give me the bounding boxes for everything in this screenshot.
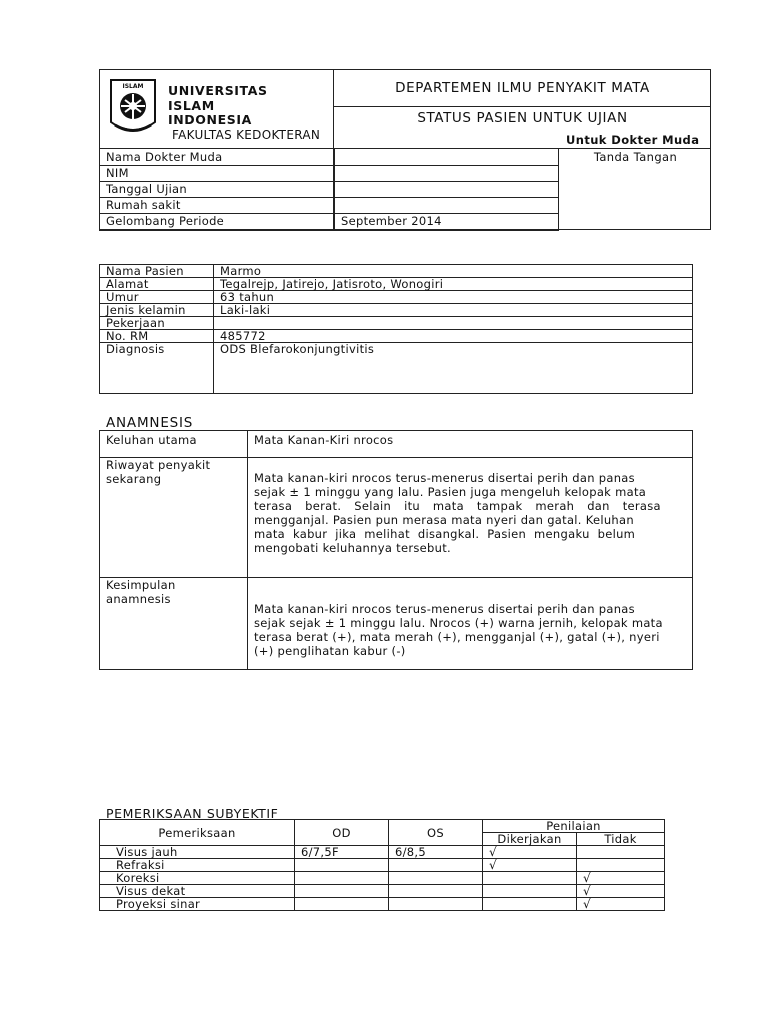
history-line: sejak ± 1 minggu yang lalu. Pasien juga mengeluh kelopak mata <box>254 485 647 499</box>
table-row <box>100 198 559 214</box>
field-label: Gelombang Periode <box>100 214 335 231</box>
patient-value: 63 tahun <box>214 291 693 304</box>
exam-od <box>295 898 389 911</box>
department-title: DEPARTEMEN ILMU PENYAKIT MATA <box>395 80 650 96</box>
field-label: Nama Dokter Muda <box>100 149 335 166</box>
signature-label: Tanda Tangan <box>593 150 678 164</box>
table-row <box>100 214 559 231</box>
patient-label: Alamat <box>100 278 214 291</box>
table-row <box>100 846 665 859</box>
exam-not-done <box>577 859 665 872</box>
chief-complaint-value: Mata Kanan-Kiri nrocos <box>248 431 693 458</box>
faculty-name: FAKULTAS KEDOKTERAN <box>172 128 321 142</box>
exam-os <box>389 872 483 885</box>
anamnesis-title: ANAMNESIS <box>106 415 194 431</box>
anamnesis-table <box>99 430 693 670</box>
patient-value: Marmo <box>214 265 693 278</box>
history-line: terasa berat. Selain itu mata tampak merah dan terasa <box>254 499 661 513</box>
history-line: mata kabur jika melihat disangkal. Pasien mengaku belum <box>254 527 636 541</box>
field-value[interactable] <box>335 149 559 166</box>
patient-label: Nama Pasien <box>100 265 214 278</box>
field-label: Rumah sakit <box>100 198 335 214</box>
svg-text:ISLAM: ISLAM <box>122 83 144 90</box>
patient-label: Jenis kelamin <box>100 304 214 317</box>
exam-done <box>483 872 577 885</box>
field-value[interactable] <box>335 198 559 214</box>
patient-value: Tegalrejp, Jatirejo, Jatisroto, Wonogiri <box>214 278 693 291</box>
field-value[interactable] <box>335 166 559 182</box>
field-value[interactable] <box>335 182 559 198</box>
header-done: Dikerjakan <box>483 833 577 846</box>
field-label: Tanggal Ujian <box>100 182 335 198</box>
exam-od <box>295 859 389 872</box>
table-row <box>100 343 693 394</box>
header-not-done: Tidak <box>577 833 665 846</box>
exam-not-done: √ <box>577 898 665 911</box>
table-row <box>100 317 693 330</box>
history-text <box>248 458 693 578</box>
subjective-table <box>99 819 665 911</box>
university-line-2: ISLAM <box>168 97 215 113</box>
patient-label: Umur <box>100 291 214 304</box>
exam-od: 6/7,5F <box>295 846 389 859</box>
conclusion-label <box>100 578 248 670</box>
table-row <box>100 304 693 317</box>
university-line-3: INDONESIA <box>168 112 252 127</box>
exam-done: √ <box>483 859 577 872</box>
header-od: OD <box>295 820 389 846</box>
university-name <box>168 84 268 128</box>
exam-od <box>295 885 389 898</box>
table-row <box>100 859 665 872</box>
exam-name: Visus dekat <box>100 885 295 898</box>
for-label: Untuk Dokter Muda <box>566 133 700 147</box>
table-row <box>100 265 693 278</box>
exam-not-done: √ <box>577 885 665 898</box>
patient-value: ODS Blefarokonjungtivitis <box>214 343 693 394</box>
exam-done: √ <box>483 846 577 859</box>
history-label-line: Riwayat penyakit <box>106 458 211 472</box>
field-label: NIM <box>100 166 335 182</box>
exam-os <box>389 898 483 911</box>
table-row <box>100 330 693 343</box>
table-row <box>100 458 693 578</box>
table-row <box>100 278 693 291</box>
table-row <box>100 885 665 898</box>
table-row <box>100 182 559 198</box>
history-label-line: sekarang <box>106 472 162 486</box>
conclusion-line: terasa berat (+), mata merah (+), mengganjal (+), gatal (+), nyeri <box>254 630 660 644</box>
exam-not-done: √ <box>577 872 665 885</box>
exam-done <box>483 898 577 911</box>
table-header-row <box>100 820 665 833</box>
patient-value: Laki-laki <box>214 304 693 317</box>
university-logo-icon <box>108 78 158 138</box>
doctor-info-table <box>99 148 559 231</box>
exam-od <box>295 872 389 885</box>
table-row <box>100 431 693 458</box>
exam-name: Visus jauh <box>100 846 295 859</box>
table-row <box>100 291 693 304</box>
exam-os: 6/8,5 <box>389 846 483 859</box>
history-line: mengganjal. Pasien pun merasa mata nyeri dan gatal. Keluhan <box>254 513 634 527</box>
exam-name: Koreksi <box>100 872 295 885</box>
field-value[interactable]: September 2014 <box>335 214 559 231</box>
exam-not-done <box>577 846 665 859</box>
patient-label: Diagnosis <box>100 343 214 394</box>
exam-name: Proyeksi sinar <box>100 898 295 911</box>
patient-label: Pekerjaan <box>100 317 214 330</box>
exam-os <box>389 885 483 898</box>
table-row <box>100 872 665 885</box>
status-title: STATUS PASIEN UNTUK UJIAN <box>417 110 628 126</box>
subjective-title: PEMERIKSAAN SUBYEKTIF <box>106 806 279 821</box>
university-line-1: UNIVERSITAS <box>168 83 268 98</box>
patient-label: No. RM <box>100 330 214 343</box>
header-assessment: Penilaian <box>483 820 665 833</box>
patient-table <box>99 264 693 394</box>
exam-os <box>389 859 483 872</box>
history-line: Mata kanan-kiri nrocos terus-menerus disertai perih dan panas <box>254 471 635 485</box>
history-label <box>100 458 248 578</box>
exam-name: Refraksi <box>100 859 295 872</box>
table-row <box>100 578 693 670</box>
header-exam: Pemeriksaan <box>100 820 295 846</box>
header-divider <box>333 106 711 107</box>
conclusion-line: Mata kanan-kiri nrocos terus-menerus disertai perih dan panas <box>254 602 635 616</box>
conclusion-label-line: Kesimpulan <box>106 578 176 592</box>
patient-value <box>214 317 693 330</box>
table-row <box>100 898 665 911</box>
table-row <box>100 166 559 182</box>
header-os: OS <box>389 820 483 846</box>
exam-done <box>483 885 577 898</box>
chief-complaint-label: Keluhan utama <box>100 431 248 458</box>
conclusion-line: sejak sejak ± 1 minggu lalu. Nrocos (+) warna jernih, kelopak mata <box>254 616 663 630</box>
conclusion-line: (+) penglihatan kabur (-) <box>254 644 406 658</box>
patient-value: 485772 <box>214 330 693 343</box>
history-line: mengobati keluhannya tersebut. <box>254 541 451 555</box>
conclusion-label-line: anamnesis <box>106 592 171 606</box>
table-row <box>100 149 559 166</box>
conclusion-text <box>248 578 693 670</box>
